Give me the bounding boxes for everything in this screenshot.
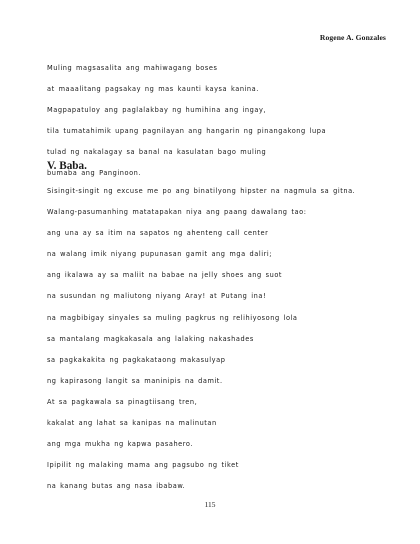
poem-line: Muling magsasalita ang mahiwagang boses xyxy=(47,64,218,72)
poem-line: Sisingit-singit ng excuse me po ang binatilyong hipster na nagmula sa gitna. xyxy=(47,187,356,195)
poem-line: bumaba ang Panginoon. xyxy=(47,169,142,178)
section-heading: V. Baba. xyxy=(47,160,87,172)
poem-line: ng kapirasong langit sa maninipis na damit. xyxy=(47,376,223,385)
poem-line: sa mantalang magkakasala ang lalaking nakashades xyxy=(47,334,254,343)
poem-line: kakalat ang lahat sa kanipas na malinutan xyxy=(47,419,217,428)
poem-stanza-1 xyxy=(47,63,387,190)
poem-line: ang mga mukha ng kapwa pasahero. xyxy=(47,440,194,449)
poem-line: Magpapatuloy ang paglalakbay ng humihina ang ingay, xyxy=(47,106,267,115)
poem-line: tulad ng nakalagay sa banal na kasulatan bago muling xyxy=(47,148,267,157)
poem-line: ang una ay sa itim na sapatos ng ahenteng call center xyxy=(47,229,269,238)
poem-line: At sa pagkawala sa pinagtiisang tren, xyxy=(47,397,198,406)
running-header-author: Rogene A. Gonzales xyxy=(319,33,386,42)
poem-line: na kanang butas ang nasa ibabaw. xyxy=(47,482,186,491)
poem-line: at maaalitang pagsakay ng mas kaunti kaysa kanina. xyxy=(47,85,259,94)
poem-line: tila tumatahimik upang pagnilayan ang hangarin ng pinangakong lupa xyxy=(47,127,327,136)
poem-stanza-2 xyxy=(47,186,387,502)
poem-line: ang ikalawa ay sa maliit na babae na jelly shoes ang suot xyxy=(47,271,283,280)
poem-line: Ipipilit ng malaking mama ang pagsubo ng tiket xyxy=(47,461,239,470)
poem-line: Walang-pasumanhing matatapakan niya ang paang dawalang tao: xyxy=(47,208,307,217)
poem-line: sa pagkakakita ng pagkakataong makasulyap xyxy=(47,355,226,364)
page-number: 115 xyxy=(204,500,216,509)
poem-line: na susundan ng maliutong niyang Aray! at Putang ina! xyxy=(47,292,267,301)
poem-line: na magbibigay sinyales sa muling pagkrus ng relihiyosong lola xyxy=(47,313,298,322)
poem-line: na walang imik niyang pupunasan gamit ang mga daliri; xyxy=(47,250,273,259)
